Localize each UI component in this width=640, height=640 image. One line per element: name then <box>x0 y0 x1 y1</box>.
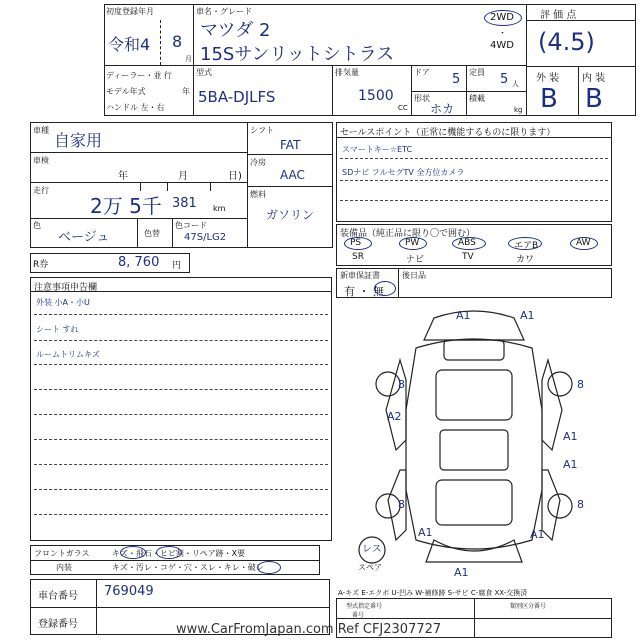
mech-div-2 <box>248 186 332 187</box>
type-label: 型式 <box>196 68 212 77</box>
new-car-warranty-label: 新車保証書 <box>340 271 380 280</box>
model-name: マツダ 2 <box>200 20 271 41</box>
registration-number-label: 登録番号 <box>38 619 78 630</box>
ac-value: AAC <box>280 168 305 182</box>
chassis-div-h <box>31 607 329 608</box>
score-value: (4.5) <box>538 28 595 56</box>
door-value: 5 <box>452 72 461 87</box>
tire-mark-rear-left: 8 <box>398 498 405 511</box>
usage-div-5 <box>172 218 173 248</box>
score-divider <box>527 20 635 21</box>
equip-abs: ABS <box>458 238 476 248</box>
shape-value: ホカ <box>430 102 455 116</box>
km-unit: km <box>213 204 226 213</box>
chassis-label: 車台番号 <box>38 591 78 602</box>
type-designation-label: 型式指定番号 <box>346 603 383 610</box>
notes-dash-6 <box>34 439 328 440</box>
yen-unit: 円 <box>172 261 182 271</box>
shift-value: FAT <box>280 138 301 152</box>
spare-tire-mark: レス <box>362 544 382 555</box>
equip-pw-circle <box>399 237 427 250</box>
interior-label: 内 装 <box>582 73 606 84</box>
glass-div <box>31 560 319 561</box>
color-swap-label: 色替 <box>144 229 160 238</box>
warranty-none-circle <box>374 281 396 296</box>
cc-unit: CC <box>398 104 408 112</box>
capacity-value: 5 <box>500 72 509 87</box>
dealer-label: ディーラー・並 行 <box>106 71 172 80</box>
drive-2wd: 2WD <box>490 12 514 23</box>
front-glass-label: フロントガラス <box>34 549 90 558</box>
note-line-1: 外装 小A・小U <box>36 298 90 307</box>
mileage-tick-1 <box>140 183 141 191</box>
model-year-unit: 年 <box>182 87 190 96</box>
spec-hdiv <box>411 91 527 92</box>
type-value: 5BA-DJLFS <box>198 88 276 106</box>
door-label: ドア <box>414 68 430 77</box>
spec-div-3 <box>466 65 467 91</box>
sales-dash-1 <box>340 158 608 159</box>
watermark: www.CarFromJapan.com Ref CFJ2307727 <box>176 622 442 637</box>
warranty-value: 有 ・ 無 <box>344 285 384 298</box>
load-unit: kg <box>514 106 523 114</box>
tire-mark-front-left: 8 <box>398 378 405 391</box>
mileage-value: 2万 5千 <box>90 194 162 218</box>
damage-legend: A-キズ E-エクボ U-凹み W-補修跡 S-サビ C-腐食 XX-交換済 <box>338 589 528 597</box>
interior-condition-value: キズ・汚レ・コゲ・穴・スレ・キレ・破レ <box>112 563 264 572</box>
number-label: 番号 <box>352 612 365 619</box>
shift-label: シフト <box>250 126 274 135</box>
mech-div-1 <box>248 154 332 155</box>
score-label: 評 価 点 <box>540 10 577 21</box>
interior-grade: B <box>585 84 603 114</box>
exterior-label: 外 装 <box>536 73 560 84</box>
glass-scratch-circle <box>120 546 146 559</box>
vehicle-type-label: 車種 <box>33 126 49 135</box>
spare-tire-label: スペア <box>358 563 382 572</box>
registration-month: 8 <box>172 32 183 51</box>
tire-mark-rear-right: 8 <box>577 498 584 511</box>
score-divider-2 <box>527 66 635 67</box>
color-code-value: 47S/LG2 <box>184 232 227 243</box>
after-item-label: 後日品 <box>402 271 426 280</box>
color-code-label: 色コード <box>175 221 207 230</box>
notes-dash-2 <box>34 340 328 341</box>
notes-dash-1 <box>34 314 328 315</box>
month-unit: 月 <box>185 55 192 63</box>
interior-condition-label: 内装 <box>56 563 72 572</box>
color-label: 色 <box>33 221 41 230</box>
handle-label: ハンドル 左・右 <box>106 103 165 112</box>
damage-mark-front-right: A1 <box>520 309 535 322</box>
recycle-label: R券 <box>33 260 49 270</box>
equip-tv: TV <box>462 252 474 262</box>
grade-name: 15Sサンリットシトラス <box>200 44 395 65</box>
notes-dash-9 <box>34 514 328 515</box>
load-label: 積載 <box>469 94 485 103</box>
mileage-label: 走行 <box>33 186 49 195</box>
interior-scratch-circle <box>257 561 281 574</box>
equip-navi: ナビ <box>406 255 425 265</box>
sales-points-label: セールスポイント（正常に機能するものに限ります） <box>340 128 556 138</box>
model-year-label: モデル年式 <box>106 87 146 96</box>
first-registration-label: 初度登録年月 <box>106 7 154 16</box>
ac-label: 冷房 <box>250 158 266 167</box>
bottom-div-v <box>474 598 475 638</box>
fuel-label: 燃料 <box>250 190 266 199</box>
chassis-value: 769049 <box>104 584 154 599</box>
spec-div-1 <box>332 65 333 116</box>
equip-airbag-circle <box>508 237 542 250</box>
reg-divider <box>160 20 161 65</box>
vehicle-type-value: 自家用 <box>54 131 103 150</box>
equip-aw: AW <box>576 238 591 248</box>
damage-mark-right-door-2: A1 <box>563 458 578 471</box>
note-line-2: シート すれ <box>36 325 79 334</box>
fuel-value: ガソリン <box>266 208 315 222</box>
glass-chip-circle <box>156 546 182 559</box>
sales-dash-2 <box>340 180 608 181</box>
notes-dash-5 <box>34 414 328 415</box>
equip-abs-circle <box>452 237 486 250</box>
notes-label: 注意事項申告欄 <box>34 283 98 293</box>
capacity-label: 定員 <box>469 68 485 77</box>
class-number-label: 類別区分番号 <box>510 603 547 610</box>
recycle-value: 8, 760 <box>118 255 160 270</box>
sales-point-line-1: スマートキー☆ETC <box>342 145 413 154</box>
inspection-month: 月 <box>178 171 188 182</box>
registration-era: 令和4 <box>108 35 151 54</box>
equip-leather: カワ <box>516 255 535 265</box>
front-glass-value: キズ・飛石・ヒビ割・リペア跡・X要 <box>112 549 246 558</box>
equip-airbag: エアB <box>514 241 539 251</box>
displacement-value: 1500 <box>358 88 394 104</box>
tire-mark-front-right: 8 <box>577 378 584 391</box>
sales-point-line-2: SDナビ フルセグTV 全方位カメラ <box>342 168 465 177</box>
usage-div-4 <box>137 218 138 248</box>
damage-mark-left-door: A2 <box>387 410 402 423</box>
sales-div <box>337 137 611 138</box>
damage-mark-right-door-1: A1 <box>563 430 578 443</box>
usage-div-1 <box>31 152 247 153</box>
inspection-year: 年 <box>118 171 128 182</box>
capacity-unit: 人 <box>512 80 519 88</box>
sales-dash-3 <box>340 200 608 201</box>
color-value: ベージュ <box>58 230 110 245</box>
notes-box <box>30 277 332 541</box>
damage-mark-rear-left: A1 <box>418 526 433 539</box>
spec-div-4 <box>466 91 467 116</box>
drive-4wd: 4WD <box>490 40 514 51</box>
score-mid-divider <box>578 66 579 115</box>
mileage-sub: 381 <box>172 196 197 211</box>
usage-div-2 <box>31 182 247 183</box>
damage-mark-rear-right: A1 <box>530 528 545 541</box>
equip-pw: PW <box>405 238 420 248</box>
shape-label: 形状 <box>414 94 430 103</box>
model-grade-label: 車名・グレード <box>196 7 252 16</box>
exterior-grade: B <box>540 84 558 114</box>
displacement-label: 排気量 <box>335 68 359 77</box>
notes-dash-4 <box>34 389 328 390</box>
equip-sr: SR <box>352 252 364 262</box>
notes-dash-8 <box>34 489 328 490</box>
equip-aw-circle <box>570 237 598 250</box>
mileage-tick-2 <box>167 183 168 191</box>
drive-dot: ・ <box>498 29 508 39</box>
note-line-3: ルームトリムキズ <box>36 350 100 359</box>
usage-div-3 <box>31 218 247 219</box>
damage-mark-rear: A1 <box>454 566 469 579</box>
notes-div <box>31 291 331 292</box>
equip-ps: PS <box>350 238 362 248</box>
inspection-label: 車検 <box>33 156 49 165</box>
mileage-tick-3 <box>210 183 211 191</box>
recycle-box <box>30 253 190 273</box>
damage-mark-front-left: A1 <box>456 309 471 322</box>
inspection-day: 日) <box>228 171 242 182</box>
equipment-label: 装備品（純正品に限り〇で囲む） <box>340 229 476 239</box>
warranty-div <box>398 268 399 298</box>
notes-dash-7 <box>34 464 328 465</box>
notes-dash-3 <box>34 364 328 365</box>
equip-ps-circle <box>344 237 372 250</box>
